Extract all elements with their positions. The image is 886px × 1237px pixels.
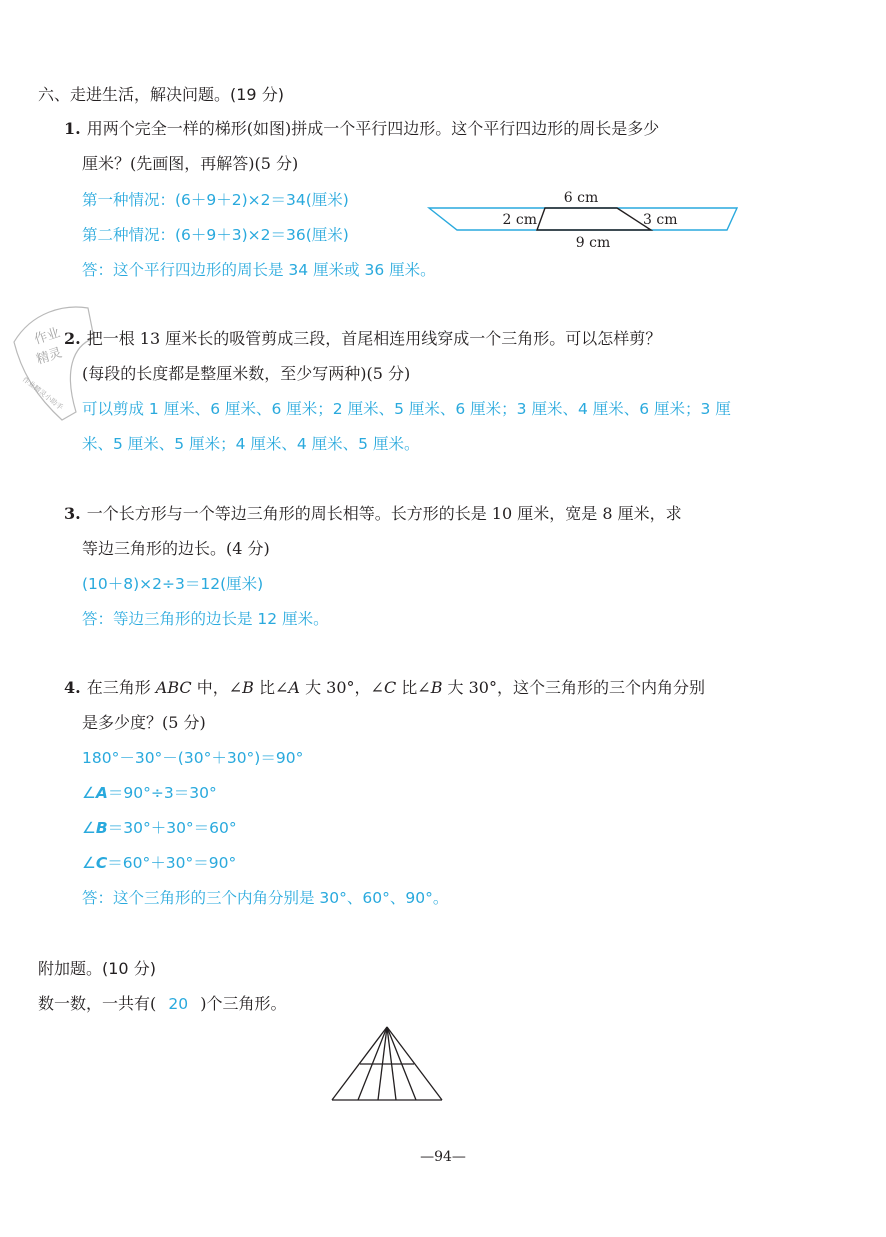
question-4-line-1 xyxy=(64,677,705,699)
trapezoid-bottom-label: 9 cm xyxy=(575,235,611,251)
page-number: —94— xyxy=(420,1149,466,1165)
stamp-text-1: 作业 xyxy=(32,325,62,348)
question-1-line-2: 厘米？(先画图，再解答)(5 分) xyxy=(82,154,299,173)
q4-text-d: 大 30°，∠ xyxy=(299,678,384,697)
question-3-number: 3. xyxy=(64,504,81,523)
bonus-answer: 20 xyxy=(168,995,189,1013)
trapezoid-shape xyxy=(537,208,651,230)
question-4-answer-1: 180°－30°－(30°＋30°)＝90° xyxy=(82,749,304,767)
question-4-answer-5: 答：这个三角形的三个内角分别是 30°、60°、90°。 xyxy=(82,889,449,907)
angle-symbol: ∠ xyxy=(82,819,96,837)
question-3-line-2: 等边三角形的边长。(4 分) xyxy=(82,539,270,558)
q4-angle-a: A xyxy=(288,678,300,697)
q4-text-e: 比∠ xyxy=(396,678,431,697)
question-4-line-2: 是多少度？(5 分) xyxy=(82,713,206,732)
bonus-prompt xyxy=(38,993,287,1015)
question-3-line-1 xyxy=(64,503,682,525)
question-4-answer-4 xyxy=(82,852,236,874)
question-2-answer-2: 米、5 厘米、5 厘米；4 厘米、4 厘米、5 厘米。 xyxy=(82,435,420,453)
section-title: 六、走进生活，解决问题。(19 分) xyxy=(38,85,284,104)
question-1-answer-3: 答：这个平行四边形的周长是 34 厘米或 36 厘米。 xyxy=(82,261,436,279)
q4-text-c: 比∠ xyxy=(253,678,289,697)
question-3-answer-1: (10＋8)×2÷3＝12(厘米) xyxy=(82,575,264,593)
stamp-text-2: 精灵 xyxy=(34,345,64,368)
q4-text-f: 大 30°，这个三角形的三个内角分别 xyxy=(442,678,705,697)
q4-angle-c: C xyxy=(383,678,397,697)
question-4-answer-2 xyxy=(82,782,217,804)
q4-angle-b-2: B xyxy=(430,678,443,697)
parallelogram-figure xyxy=(425,180,745,252)
question-4-number: 4. xyxy=(64,678,81,697)
angle-letter-a: A xyxy=(95,784,108,802)
angle-letter-c: C xyxy=(95,854,108,872)
stamp-text-3: 作业精灵小助手 xyxy=(20,375,65,412)
bonus-title: 附加题。(10 分) xyxy=(38,959,156,978)
question-2-text-1: 把一根 13 厘米长的吸管剪成三段，首尾相连用线穿成一个三角形。可以怎样剪？ xyxy=(86,329,662,348)
question-3-answer-2: 答：等边三角形的边长是 12 厘米。 xyxy=(82,610,329,628)
q4-text-a: 在三角形 xyxy=(86,678,156,697)
question-1-text-1: 用两个完全一样的梯形(如图)拼成一个平行四边形。这个平行四边形的周长是多少 xyxy=(86,119,660,138)
answer-3-equation: ＝30°＋30°＝60° xyxy=(107,819,237,837)
angle-letter-b: B xyxy=(95,819,108,837)
question-1-answer-2: 第二种情况：(6＋9＋3)×2＝36(厘米) xyxy=(82,226,349,244)
triangle-count-figure xyxy=(328,1024,446,1104)
q4-angle-b: B xyxy=(242,678,254,697)
angle-symbol: ∠ xyxy=(82,854,96,872)
parallelogram-outline xyxy=(429,208,737,230)
question-2-line-2: (每段的长度都是整厘米数，至少写两种)(5 分) xyxy=(82,364,411,383)
answer-2-equation: ＝90°÷3＝30° xyxy=(107,784,217,802)
question-3-text-1: 一个长方形与一个等边三角形的周长相等。长方形的长是 10 厘米，宽是 8 厘米，求 xyxy=(86,504,682,523)
trapezoid-top-label: 6 cm xyxy=(563,190,599,206)
question-1-number: 1. xyxy=(64,119,81,138)
answer-4-equation: ＝60°＋30°＝90° xyxy=(107,854,237,872)
bonus-prompt-after: )个三角形。 xyxy=(200,994,287,1013)
q4-text-b: 中，∠ xyxy=(191,678,243,697)
question-2-number: 2. xyxy=(64,329,81,348)
trapezoid-right-label: 3 cm xyxy=(643,212,678,228)
question-4-answer-3 xyxy=(82,817,237,839)
question-2-answer-1: 可以剪成 1 厘米、6 厘米、6 厘米；2 厘米、5 厘米、6 厘米；3 厘米、4 厘米、6 厘米；3 厘 xyxy=(82,400,731,418)
question-2-line-1 xyxy=(64,328,661,350)
question-1-answer-1: 第一种情况：(6＋9＋2)×2＝34(厘米) xyxy=(82,191,349,209)
question-1-line-1 xyxy=(64,118,659,140)
bonus-prompt-before: 数一数，一共有( xyxy=(38,994,157,1013)
angle-symbol: ∠ xyxy=(82,784,96,802)
trapezoid-left-label: 2 cm xyxy=(502,212,537,228)
q4-triangle-name: ABC xyxy=(155,678,192,697)
